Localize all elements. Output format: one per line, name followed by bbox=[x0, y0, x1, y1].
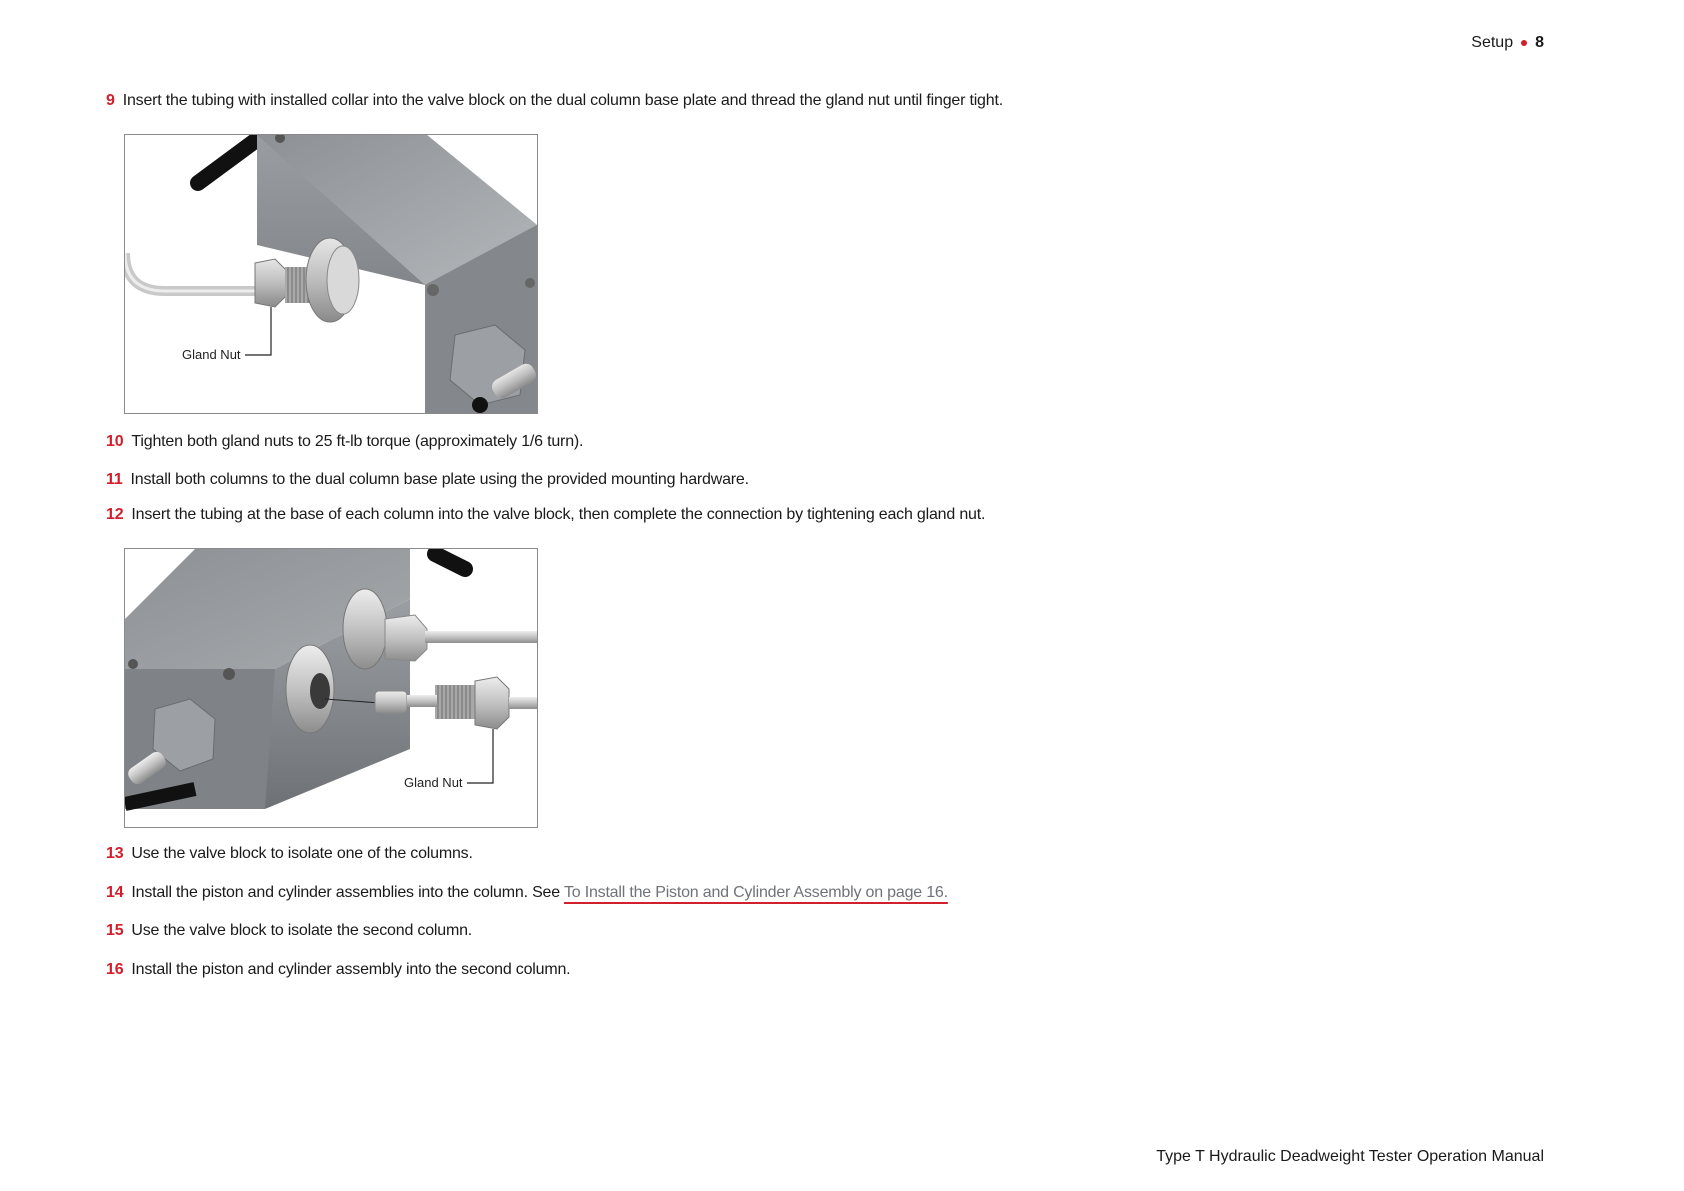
step-text: Install the piston and cylinder assemblies into the column. See bbox=[131, 884, 560, 901]
page-number: 8 bbox=[1535, 34, 1544, 51]
step-13 bbox=[106, 845, 473, 863]
step-number: 16 bbox=[106, 961, 124, 978]
section-title: Setup bbox=[1471, 34, 1514, 51]
step-text: Tighten both gland nuts to 25 ft-lb torque (approximately 1/6 turn). bbox=[131, 433, 584, 450]
step-number: 12 bbox=[106, 506, 124, 523]
cross-reference-link[interactable]: To Install the Piston and Cylinder Assembly on page 16. bbox=[563, 884, 948, 901]
step-15 bbox=[106, 922, 472, 940]
figure-gland-nut-installed bbox=[124, 134, 538, 414]
step-text: Use the valve block to isolate one of the columns. bbox=[131, 845, 473, 862]
step-11 bbox=[106, 471, 749, 489]
step-9 bbox=[106, 92, 1003, 110]
separator-dot bbox=[1521, 40, 1527, 46]
figure-gland-nut-connection bbox=[124, 548, 538, 828]
step-text: Install the piston and cylinder assembly into the second column. bbox=[131, 961, 571, 978]
step-text: Insert the tubing at the base of each column into the valve block, then complete the connection by tightening each gland nut. bbox=[131, 506, 986, 523]
step-16 bbox=[106, 961, 570, 979]
step-10 bbox=[106, 433, 583, 451]
valve-block-illustration bbox=[125, 135, 537, 413]
step-14 bbox=[106, 884, 948, 902]
step-text: Install both columns to the dual column base plate using the provided mounting hardware. bbox=[130, 471, 749, 488]
callout-gland-nut: Gland Nut bbox=[404, 775, 463, 790]
document-title-footer: Type T Hydraulic Deadweight Tester Operation Manual bbox=[1156, 1148, 1544, 1165]
step-number: 9 bbox=[106, 92, 115, 109]
page-header bbox=[1471, 34, 1544, 52]
step-text: Insert the tubing with installed collar into the valve block on the dual column base plate and thread the gland nut until finger tight. bbox=[122, 92, 1003, 109]
step-number: 11 bbox=[106, 471, 123, 488]
valve-block-connection-illustration bbox=[125, 549, 537, 827]
step-text: Use the valve block to isolate the second column. bbox=[131, 922, 473, 939]
step-number: 10 bbox=[106, 433, 124, 450]
step-number: 13 bbox=[106, 845, 124, 862]
step-number: 14 bbox=[106, 884, 124, 901]
step-12 bbox=[106, 506, 985, 524]
step-number: 15 bbox=[106, 922, 124, 939]
callout-gland-nut: Gland Nut bbox=[182, 347, 241, 362]
